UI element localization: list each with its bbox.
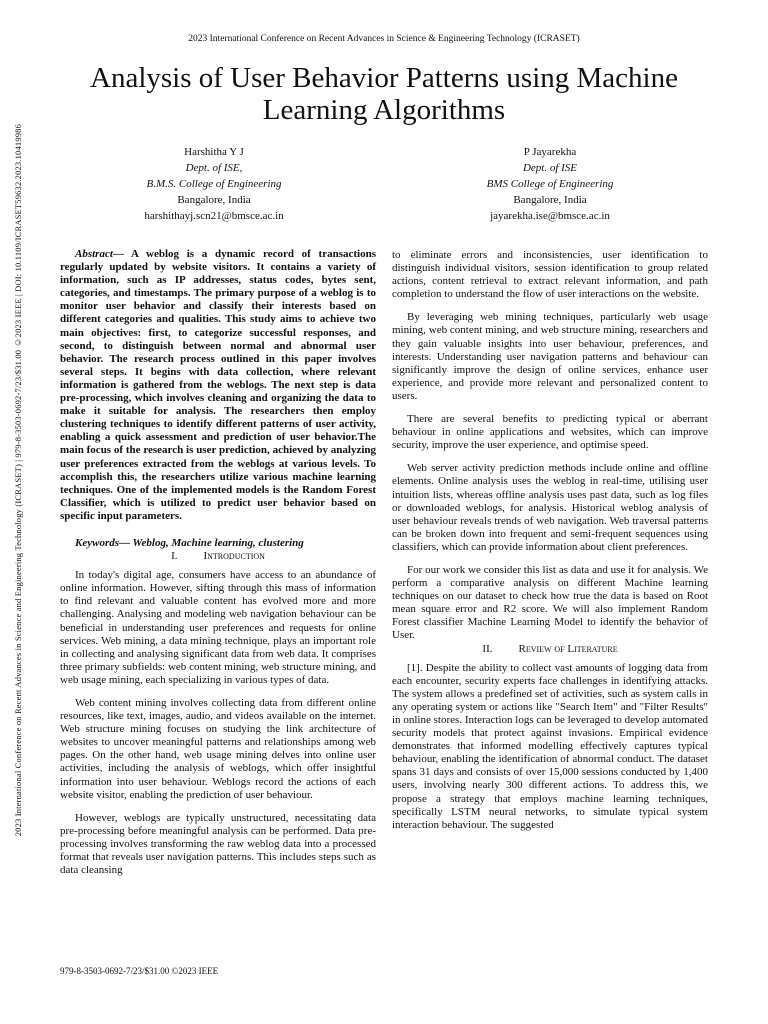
author-dept: Dept. of ISE, — [185, 162, 243, 174]
author-college: BMS College of Engineering — [486, 178, 614, 190]
abstract-label: Abstract — [75, 248, 113, 260]
author-location: Bangalore, India — [513, 194, 587, 206]
paper-title: Analysis of User Behavior Patterns using Machine Learning Algorithms — [90, 62, 678, 126]
author-name: P Jayarekha — [523, 146, 577, 158]
body-paragraph: For our work we consider this list as data and use it for analysis. We perform a comparative analysis on different Machine learning techniques on our dataset to check how true the data is based on Root mean square error and R2 score. We will also implement Random Forest classifier Machine Learning Model to identify the behavior of User. — [392, 563, 708, 642]
abstract-text: A weblog is a dynamic record of transactions regularly updated by website visitors. It contains a variety of information, such as IP addresses, status codes, bytes sent, categories, and timestamps. The primary purpose of a weblog is to monitor user behavior and classify their interests based on different categories and qualities. This study aims to achieve two main objectives: first, to categorize successful responses, and second, to distinguish between normal and abnormal user behavior. The research process outlined in this paper involves several steps. It begins with data collection, where relevant information is gathered from the weblogs. The next step is data pre-processing, which involves cleaning and organizing the data to make it suitable for analysis. The researchers then employ clustering techniques to identify different patterns of user activity, enabling a quick assessment and prediction of user behavior.The main focus of the research is user prediction, achieved by analyzing user preferences extracted from the weblogs at various levels. To accomplish this, the researchers utilize various machine learning techniques. One of the implemented models is the Random Forest Classifier, which is utilized to predict user behavior based on specific input parameters. — [60, 248, 376, 522]
abstract-dash: — — [112, 248, 132, 260]
keywords: Keywords— Weblog, Machine learning, clustering — [75, 536, 304, 549]
conference-header: 2023 International Conference on Recent Advances in Science & Engineering Technology (ICRASET) — [188, 34, 580, 44]
right-column — [392, 249, 708, 832]
section-title: Introduction — [203, 550, 265, 563]
author-email: jayarekha.ise@bmsce.ac.in — [490, 210, 610, 222]
section-number: I. — [171, 550, 178, 563]
body-paragraph: By leveraging web mining techniques, particularly web usage mining, web content mining, and web structure mining, researchers and they gain valuable insights into user behaviour, preferences, and interests. Understanding user navigation patterns and behaviour can significantly improve the design of online services, enhance user experience, and provide more relevant and personalized content to users. — [392, 311, 708, 402]
section-number: II. — [482, 642, 493, 655]
copyright-footer: 979-8-3503-0692-7/23/$31.00 ©2023 IEEE — [60, 966, 219, 976]
body-paragraph: to eliminate errors and inconsistencies, user identification to distinguish individual visitors, session identification to group related actions, content retrieval to extract relevant information, and path completion to understand the flow of user interactions on the website. — [392, 249, 708, 301]
body-paragraph: In today's digital age, consumers have access to an abundance of online information. However, sifting through this mass of information to find relevant and valuable content has evolved more and more challenging. Analysing and modeling web navigation behaviour can be beneficial in understanding user preferences and requests for online services. Web mining, a data mining technique, plays an important role in collecting and analysing significant data from web data. It comprises three primary subfields: web content mining, web structure mining, and web usage mining, each specializing in various types of data. — [60, 569, 376, 686]
author-dept: Dept. of ISE — [522, 162, 578, 174]
body-paragraph: [1]. Despite the ability to collect vast amounts of logging data from each encounter, security experts face challenges in identifying attacks. The system allows a predefined set of activities, such as system calls in any operating system or actions like "Search Item" and "Filter Results" in online stores. Interaction logs can be leveraged to develop automated security models that protect against invasions. Empirical evidence demonstrates that informed modelling effectively captures typical behaviour, enabling the identification of abnormal conduct. The dataset spans 31 days and consists of over 15,000 sessions conducted by 1,400 users, involving nearly 300 different actions. To address this, we propose a strategy that employs machine learning techniques, specifically LSTM neural networks, to simulate typical system interaction behaviour. The suggested — [392, 661, 708, 831]
body-paragraph: However, weblogs are typically unstructured, necessitating data pre-processing before meaningful analysis can be performed. Data pre-processing involves transforming the raw weblog data into a processed format that reveals user navigation patterns. This includes steps such as data cleansing — [60, 811, 376, 877]
doi-side-strip — [13, 124, 27, 900]
section-heading-introduction — [60, 550, 376, 563]
abstract — [60, 248, 376, 523]
author-email: harshithayj.scn21@bmsce.ac.in — [144, 210, 284, 222]
author-location: Bangalore, India — [177, 194, 251, 206]
section-title: Review of Literature — [518, 642, 618, 655]
author-block-2 — [420, 144, 680, 224]
body-paragraph: There are several benefits to predicting typical or aberrant behaviour in online applications and websites, which can improve security, improve the user experience, and optimise speed. — [392, 413, 708, 452]
author-block-1 — [84, 144, 344, 224]
left-column — [60, 248, 376, 877]
body-paragraph: Web server activity prediction methods include online and offline elements. Online analysis uses the weblog in real-time, utilising user intuition lists, whereas offline analysis uses past data, such as log files or downloaded weblogs, for analysis. Historical weblog analysis of user behaviour reveals trends of web navigation. Web traversal patterns can be broken down into frequent and semi-frequent sequences using classifiers, which can provide information about client preferences. — [392, 462, 708, 553]
author-name: Harshitha Y J — [184, 146, 244, 158]
body-paragraph: Web content mining involves collecting data from different online resources, like text, images, audio, and videos available on the internet. Web structure mining focuses on studying the link architecture of websites to uncover meaningful patterns and relationships among web pages. On the other hand, web usage mining delves into online user activities, including the analysis of weblogs, which offer insightful information into user behaviour. Weblogs record the actions of each website visitor, enabling the prediction of user behaviour. — [60, 697, 376, 801]
author-college: B.M.S. College of Engineering — [146, 178, 282, 190]
doi-side-text: 2023 International Conference on Recent Advances in Science and Engineering Technology (ICRASET) | 979-8-3503-0692-7/23/$31.00 ©2023 IEEE | DOI: 10.1109/ICRASET59632.2023.10419986 — [13, 124, 23, 837]
section-heading-review — [392, 643, 708, 656]
